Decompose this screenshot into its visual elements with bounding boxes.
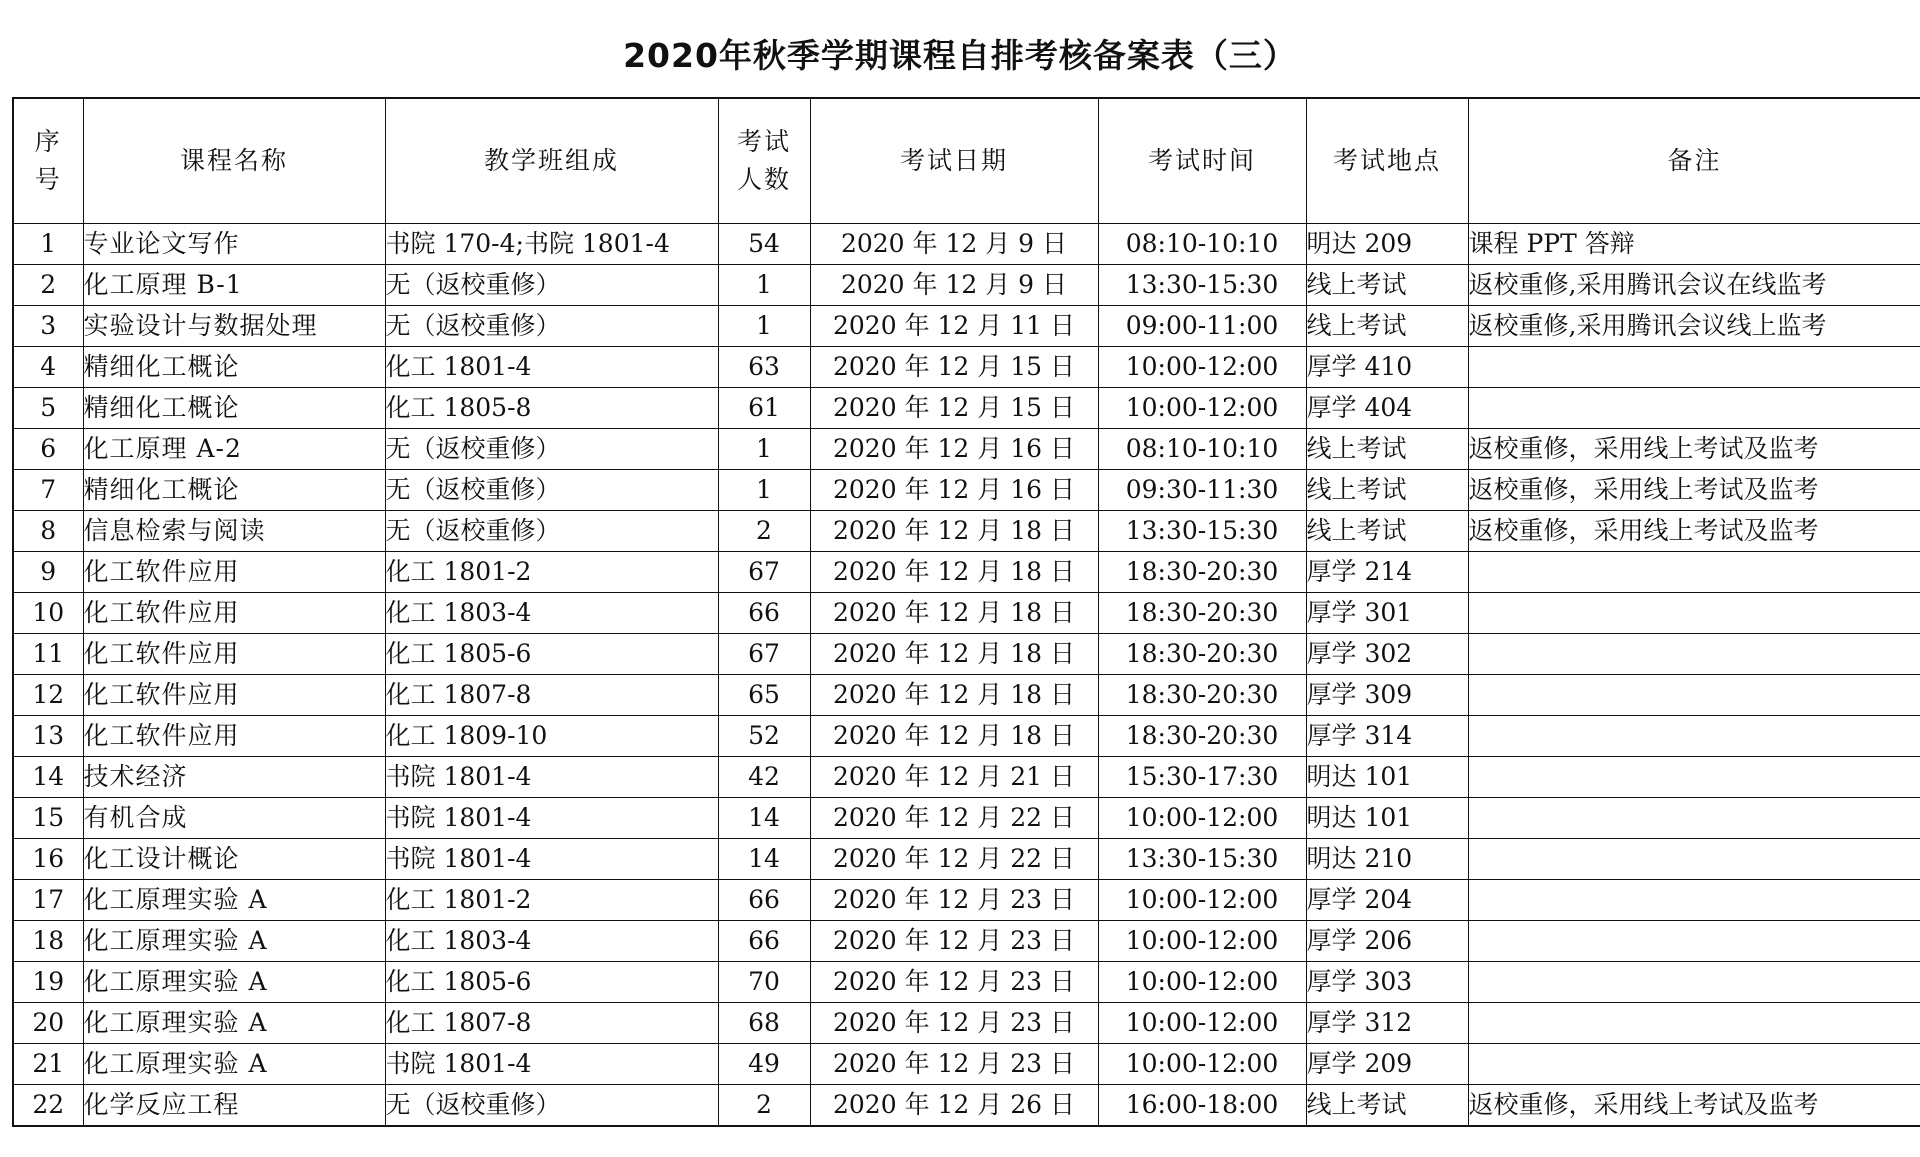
cell-location: 厚学 314: [1306, 716, 1468, 757]
cell-time: 16:00-18:00: [1098, 1085, 1306, 1127]
table-row: [13, 224, 1920, 265]
cell-note: [1468, 839, 1920, 880]
cell-course: 化工原理实验 A: [83, 962, 385, 1003]
cell-index: 13: [13, 716, 83, 757]
cell-count: 54: [718, 224, 810, 265]
cell-count: 1: [718, 429, 810, 470]
header-row: [13, 98, 1920, 224]
cell-location: 厚学 206: [1306, 921, 1468, 962]
cell-course: 化工软件应用: [83, 634, 385, 675]
cell-classes: 书院 1801-4: [385, 757, 718, 798]
cell-course: 化工原理实验 A: [83, 921, 385, 962]
cell-classes: 化工 1809-10: [385, 716, 718, 757]
cell-course: 化工设计概论: [83, 839, 385, 880]
cell-classes: 化工 1805-6: [385, 962, 718, 1003]
cell-time: 18:30-20:30: [1098, 716, 1306, 757]
cell-location: 线上考试: [1306, 470, 1468, 511]
cell-index: 16: [13, 839, 83, 880]
cell-date: 2020 年 12 月 18 日: [810, 511, 1098, 552]
cell-time: 10:00-12:00: [1098, 962, 1306, 1003]
cell-time: 13:30-15:30: [1098, 511, 1306, 552]
cell-note: [1468, 347, 1920, 388]
cell-course: 化工软件应用: [83, 593, 385, 634]
table-row: [13, 675, 1920, 716]
cell-note: [1468, 634, 1920, 675]
cell-count: 67: [718, 552, 810, 593]
cell-course: 实验设计与数据处理: [83, 306, 385, 347]
cell-count: 2: [718, 511, 810, 552]
cell-date: 2020 年 12 月 9 日: [810, 265, 1098, 306]
cell-date: 2020 年 12 月 22 日: [810, 798, 1098, 839]
cell-course: 化工原理实验 A: [83, 1044, 385, 1085]
exam-schedule-table: [12, 97, 1920, 1127]
cell-count: 65: [718, 675, 810, 716]
cell-count: 52: [718, 716, 810, 757]
cell-course: 专业论文写作: [83, 224, 385, 265]
cell-index: 5: [13, 388, 83, 429]
cell-date: 2020 年 12 月 18 日: [810, 634, 1098, 675]
cell-note: [1468, 962, 1920, 1003]
cell-location: 厚学 410: [1306, 347, 1468, 388]
cell-count: 61: [718, 388, 810, 429]
cell-date: 2020 年 12 月 15 日: [810, 388, 1098, 429]
cell-count: 67: [718, 634, 810, 675]
cell-note: [1468, 593, 1920, 634]
table-row: [13, 1085, 1920, 1127]
cell-count: 1: [718, 306, 810, 347]
table-body: [13, 224, 1920, 1127]
cell-time: 10:00-12:00: [1098, 921, 1306, 962]
cell-course: 化工软件应用: [83, 716, 385, 757]
cell-note: [1468, 798, 1920, 839]
cell-index: 21: [13, 1044, 83, 1085]
cell-time: 15:30-17:30: [1098, 757, 1306, 798]
cell-time: 10:00-12:00: [1098, 1044, 1306, 1085]
table-row: [13, 265, 1920, 306]
header-course: 课程名称: [83, 98, 385, 224]
cell-time: 10:00-12:00: [1098, 798, 1306, 839]
cell-course: 精细化工概论: [83, 470, 385, 511]
cell-index: 14: [13, 757, 83, 798]
table-row: [13, 306, 1920, 347]
cell-classes: 化工 1801-2: [385, 880, 718, 921]
cell-index: 17: [13, 880, 83, 921]
cell-index: 1: [13, 224, 83, 265]
cell-classes: 化工 1807-8: [385, 675, 718, 716]
cell-date: 2020 年 12 月 23 日: [810, 921, 1098, 962]
table-row: [13, 839, 1920, 880]
header-location: 考试地点: [1306, 98, 1468, 224]
cell-location: 厚学 309: [1306, 675, 1468, 716]
cell-location: 厚学 302: [1306, 634, 1468, 675]
cell-course: 化工原理实验 A: [83, 1003, 385, 1044]
header-classes: 教学班组成: [385, 98, 718, 224]
cell-classes: 化工 1803-4: [385, 593, 718, 634]
cell-date: 2020 年 12 月 26 日: [810, 1085, 1098, 1127]
cell-note: [1468, 388, 1920, 429]
table-row: [13, 1003, 1920, 1044]
cell-count: 1: [718, 265, 810, 306]
cell-index: 20: [13, 1003, 83, 1044]
header-index: 序号: [13, 98, 83, 224]
page-title: 2020年秋季学期课程自排考核备案表（三）: [623, 36, 1297, 75]
cell-location: 厚学 303: [1306, 962, 1468, 1003]
cell-date: 2020 年 12 月 18 日: [810, 552, 1098, 593]
cell-location: 厚学 214: [1306, 552, 1468, 593]
cell-location: 线上考试: [1306, 1085, 1468, 1127]
cell-time: 10:00-12:00: [1098, 1003, 1306, 1044]
cell-count: 70: [718, 962, 810, 1003]
cell-index: 11: [13, 634, 83, 675]
cell-location: 厚学 301: [1306, 593, 1468, 634]
cell-count: 63: [718, 347, 810, 388]
cell-course: 化工软件应用: [83, 675, 385, 716]
cell-classes: 无（返校重修）: [385, 265, 718, 306]
cell-time: 18:30-20:30: [1098, 593, 1306, 634]
cell-index: 6: [13, 429, 83, 470]
table-row: [13, 798, 1920, 839]
cell-course: 化工原理 B-1: [83, 265, 385, 306]
table-row: [13, 388, 1920, 429]
cell-classes: 化工 1805-6: [385, 634, 718, 675]
cell-note: [1468, 921, 1920, 962]
cell-note: 返校重修,采用腾讯会议在线监考: [1468, 265, 1920, 306]
header-note: 备注: [1468, 98, 1920, 224]
cell-date: 2020 年 12 月 18 日: [810, 593, 1098, 634]
cell-location: 线上考试: [1306, 511, 1468, 552]
cell-note: 返校重修，采用线上考试及监考: [1468, 1085, 1920, 1127]
cell-classes: 化工 1807-8: [385, 1003, 718, 1044]
cell-course: 精细化工概论: [83, 388, 385, 429]
cell-course: 信息检索与阅读: [83, 511, 385, 552]
cell-index: 22: [13, 1085, 83, 1127]
cell-classes: 化工 1801-4: [385, 347, 718, 388]
cell-index: 18: [13, 921, 83, 962]
cell-location: 厚学 204: [1306, 880, 1468, 921]
cell-location: 线上考试: [1306, 429, 1468, 470]
cell-classes: 化工 1803-4: [385, 921, 718, 962]
cell-count: 66: [718, 921, 810, 962]
cell-note: [1468, 1044, 1920, 1085]
cell-index: 19: [13, 962, 83, 1003]
table-row: [13, 552, 1920, 593]
cell-location: 明达 101: [1306, 798, 1468, 839]
cell-time: 18:30-20:30: [1098, 675, 1306, 716]
cell-course: 化工软件应用: [83, 552, 385, 593]
table-row: [13, 634, 1920, 675]
cell-classes: 书院 1801-4: [385, 839, 718, 880]
table-row: [13, 1044, 1920, 1085]
cell-time: 09:30-11:30: [1098, 470, 1306, 511]
cell-location: 明达 101: [1306, 757, 1468, 798]
cell-index: 9: [13, 552, 83, 593]
cell-time: 13:30-15:30: [1098, 839, 1306, 880]
cell-date: 2020 年 12 月 16 日: [810, 470, 1098, 511]
table-row: [13, 921, 1920, 962]
cell-time: 10:00-12:00: [1098, 388, 1306, 429]
cell-classes: 无（返校重修）: [385, 306, 718, 347]
cell-count: 14: [718, 839, 810, 880]
table-row: [13, 593, 1920, 634]
table-row: [13, 429, 1920, 470]
cell-date: 2020 年 12 月 15 日: [810, 347, 1098, 388]
cell-classes: 书院 1801-4: [385, 798, 718, 839]
cell-date: 2020 年 12 月 11 日: [810, 306, 1098, 347]
cell-location: 厚学 312: [1306, 1003, 1468, 1044]
cell-classes: 书院 1801-4: [385, 1044, 718, 1085]
cell-classes: 无（返校重修）: [385, 429, 718, 470]
cell-index: 7: [13, 470, 83, 511]
cell-date: 2020 年 12 月 18 日: [810, 675, 1098, 716]
cell-date: 2020 年 12 月 23 日: [810, 1044, 1098, 1085]
cell-note: [1468, 716, 1920, 757]
table-row: [13, 757, 1920, 798]
table-row: [13, 880, 1920, 921]
cell-note: [1468, 1003, 1920, 1044]
cell-course: 技术经济: [83, 757, 385, 798]
cell-date: 2020 年 12 月 22 日: [810, 839, 1098, 880]
header-date: 考试日期: [810, 98, 1098, 224]
cell-course: 化工原理实验 A: [83, 880, 385, 921]
table-row: [13, 962, 1920, 1003]
table-row: [13, 716, 1920, 757]
cell-date: 2020 年 12 月 23 日: [810, 1003, 1098, 1044]
cell-course: 化学反应工程: [83, 1085, 385, 1127]
header-time: 考试时间: [1098, 98, 1306, 224]
table-row: [13, 511, 1920, 552]
cell-location: 厚学 404: [1306, 388, 1468, 429]
cell-date: 2020 年 12 月 23 日: [810, 962, 1098, 1003]
cell-location: 明达 210: [1306, 839, 1468, 880]
cell-location: 厚学 209: [1306, 1044, 1468, 1085]
cell-index: 15: [13, 798, 83, 839]
cell-note: 返校重修，采用线上考试及监考: [1468, 429, 1920, 470]
cell-note: [1468, 675, 1920, 716]
cell-location: 线上考试: [1306, 306, 1468, 347]
cell-count: 42: [718, 757, 810, 798]
cell-note: [1468, 757, 1920, 798]
cell-count: 66: [718, 593, 810, 634]
cell-index: 3: [13, 306, 83, 347]
cell-classes: 化工 1805-8: [385, 388, 718, 429]
cell-time: 18:30-20:30: [1098, 552, 1306, 593]
cell-time: 10:00-12:00: [1098, 880, 1306, 921]
cell-time: 08:10-10:10: [1098, 224, 1306, 265]
cell-time: 13:30-15:30: [1098, 265, 1306, 306]
cell-date: 2020 年 12 月 21 日: [810, 757, 1098, 798]
cell-classes: 书院 170-4;书院 1801-4: [385, 224, 718, 265]
cell-count: 14: [718, 798, 810, 839]
table-row: [13, 347, 1920, 388]
cell-count: 49: [718, 1044, 810, 1085]
cell-course: 化工原理 A-2: [83, 429, 385, 470]
cell-location: 明达 209: [1306, 224, 1468, 265]
cell-time: 09:00-11:00: [1098, 306, 1306, 347]
cell-date: 2020 年 12 月 23 日: [810, 880, 1098, 921]
table-row: [13, 470, 1920, 511]
cell-classes: 化工 1801-2: [385, 552, 718, 593]
cell-course: 精细化工概论: [83, 347, 385, 388]
cell-count: 2: [718, 1085, 810, 1127]
cell-index: 10: [13, 593, 83, 634]
cell-count: 66: [718, 880, 810, 921]
cell-note: 返校重修，采用线上考试及监考: [1468, 470, 1920, 511]
cell-time: 08:10-10:10: [1098, 429, 1306, 470]
cell-date: 2020 年 12 月 16 日: [810, 429, 1098, 470]
cell-date: 2020 年 12 月 18 日: [810, 716, 1098, 757]
cell-note: 返校重修,采用腾讯会议线上监考: [1468, 306, 1920, 347]
cell-index: 8: [13, 511, 83, 552]
header-count: 考试人数: [718, 98, 810, 224]
cell-note: 返校重修，采用线上考试及监考: [1468, 511, 1920, 552]
cell-count: 1: [718, 470, 810, 511]
cell-time: 10:00-12:00: [1098, 347, 1306, 388]
cell-count: 68: [718, 1003, 810, 1044]
cell-classes: 无（返校重修）: [385, 1085, 718, 1127]
cell-time: 18:30-20:30: [1098, 634, 1306, 675]
cell-index: 12: [13, 675, 83, 716]
cell-classes: 无（返校重修）: [385, 470, 718, 511]
cell-note: [1468, 880, 1920, 921]
cell-index: 2: [13, 265, 83, 306]
cell-note: [1468, 552, 1920, 593]
cell-location: 线上考试: [1306, 265, 1468, 306]
cell-classes: 无（返校重修）: [385, 511, 718, 552]
cell-note: 课程 PPT 答辩: [1468, 224, 1920, 265]
cell-date: 2020 年 12 月 9 日: [810, 224, 1098, 265]
cell-course: 有机合成: [83, 798, 385, 839]
cell-index: 4: [13, 347, 83, 388]
